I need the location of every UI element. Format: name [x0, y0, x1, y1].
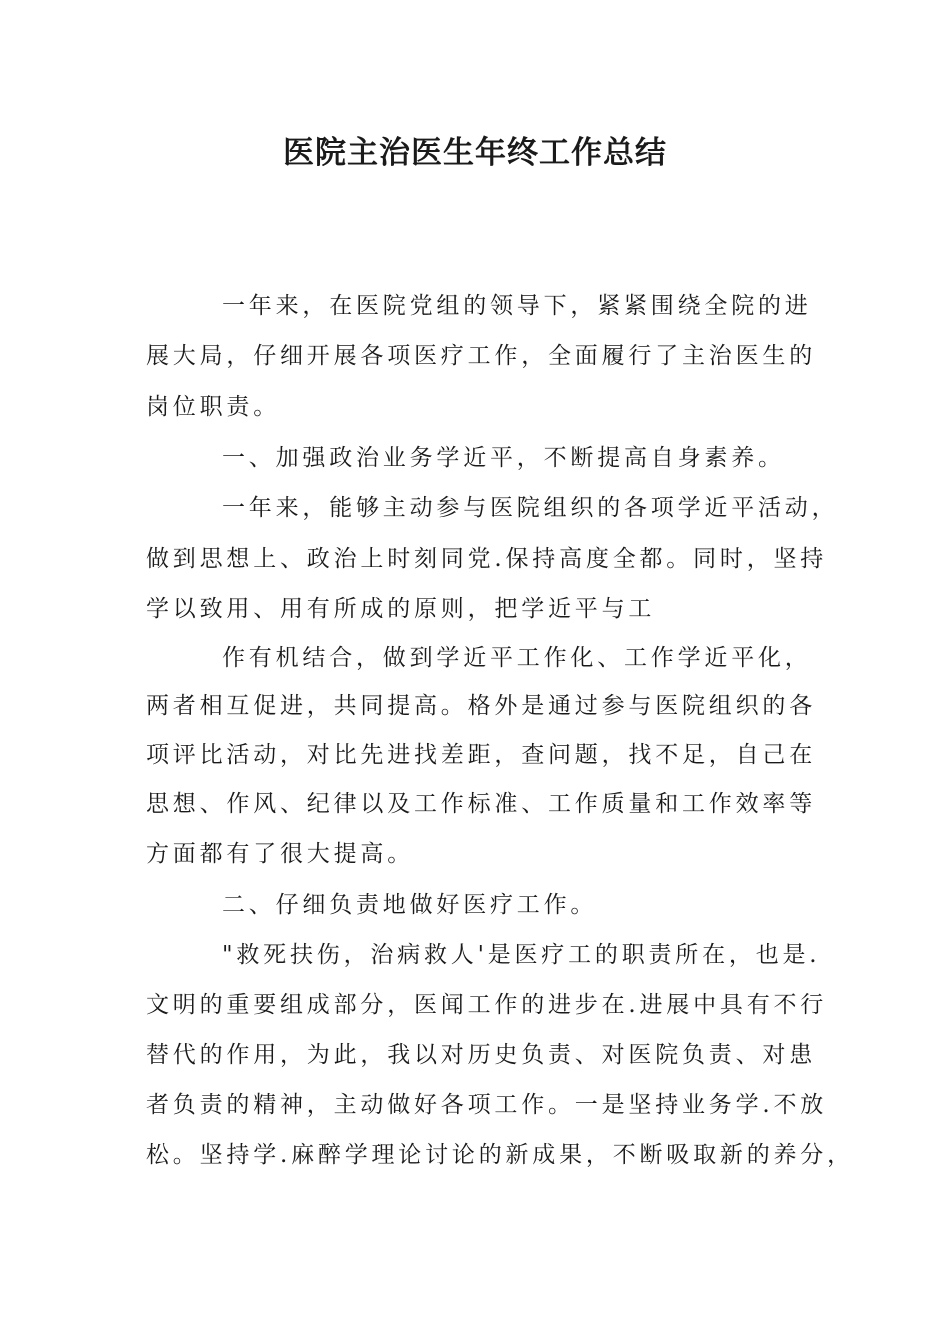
body-line: 两者相互促进，共同提高。格外是通过参与医院组织的各: [146, 693, 816, 719]
body-line: "救死扶伤，治病救人'是医疗工的职责所在，也是.: [222, 942, 821, 968]
body-line: 项评比活动，对比先进找差距，查问题，找不足，自己在: [146, 742, 816, 768]
body-line: 松。坚持学.麻醉学理论讨论的新成果，不断吸取新的养分，: [146, 1142, 854, 1168]
body-line: 作有机结合，做到学近平工作化、工作学近平化，: [222, 645, 812, 671]
body-line: 学以致用、用有所成的原则，把学近平与工: [146, 596, 656, 622]
body-line: 思想、作风、纪律以及工作标准、工作质量和工作效率等: [146, 791, 816, 817]
body-line: 做到思想上、政治上时刻同党.保持高度全都。同时，坚持: [146, 546, 828, 572]
body-line: 岗位职责。: [146, 394, 280, 420]
document-title: 医院主治医生年终工作总结: [283, 135, 667, 171]
section-heading: 二、仔细负责地做好医疗工作。: [222, 892, 598, 918]
body-line: 一年来，在医院党组的领导下，紧紧围绕全院的进: [222, 293, 812, 319]
body-line: 替代的作用，为此，我以对历史负责、对医院负责、对患: [146, 1042, 816, 1068]
body-line: 展大局，仔细开展各项医疗工作，全面履行了主治医生的: [146, 343, 816, 369]
body-line: 文明的重要组成部分，医闻工作的进步在.进展中具有不行: [146, 992, 828, 1018]
section-heading: 一、加强政治业务学近平，不断提高自身素养。: [222, 445, 785, 471]
body-line: 者负责的精神，主动做好各项工作。一是坚持业务学.不放: [146, 1092, 828, 1118]
body-line: 方面都有了很大提高。: [146, 841, 414, 867]
body-line: 一年来，能够主动参与医院组织的各项学近平活动，: [222, 495, 839, 521]
